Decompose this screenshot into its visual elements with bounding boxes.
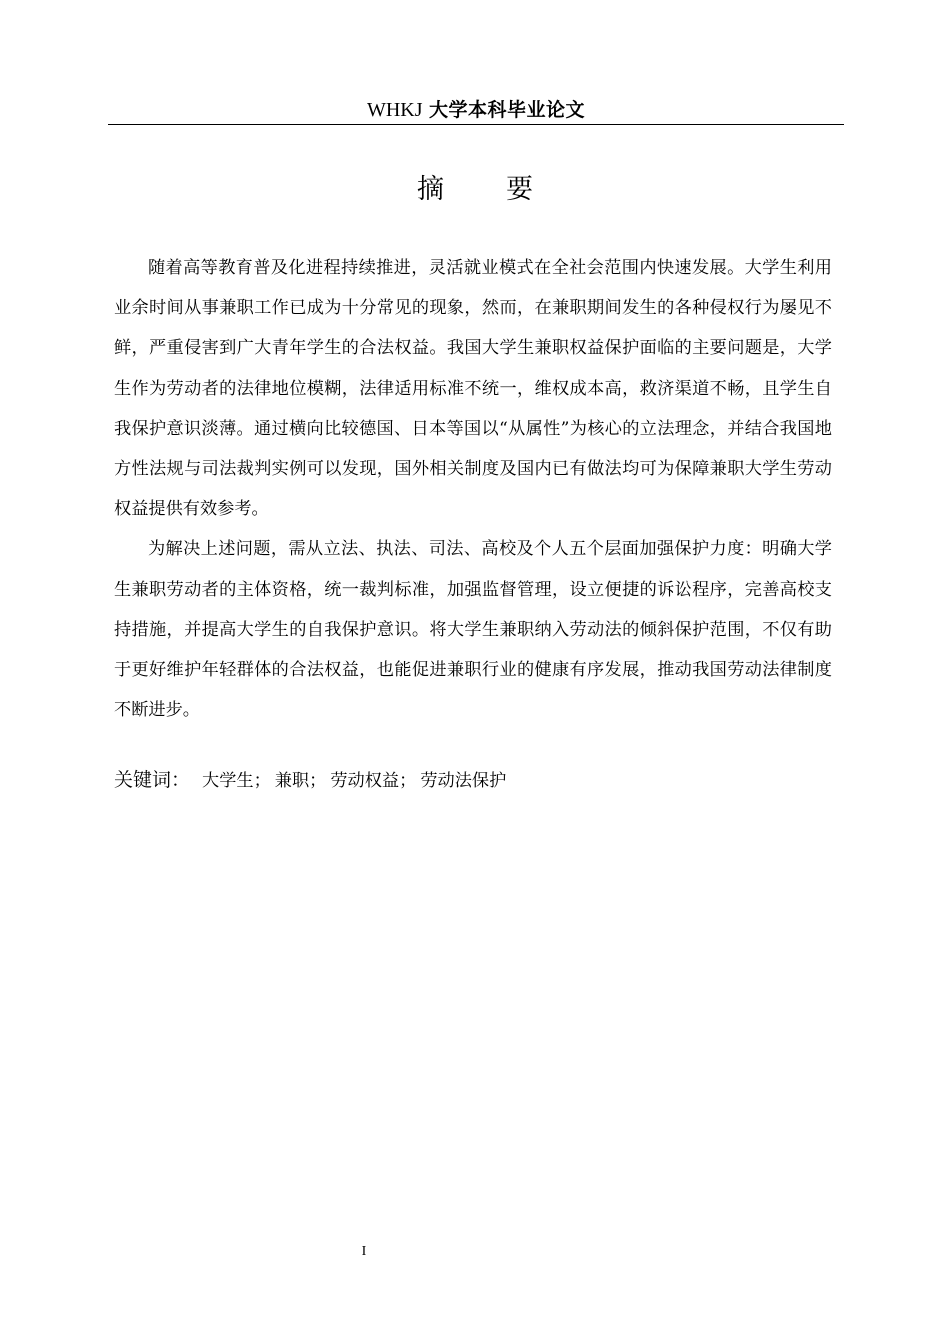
- header-school-code: WHKJ: [366, 99, 423, 121]
- header-title: [367, 96, 585, 124]
- page-number: I: [361, 1244, 367, 1259]
- abstract-paragraph-2: 为解决上述问题，需从立法、执法、司法、高校及个人五个层面加强保护力度：明确大学生兼职劳动者的主体资格，统一裁判标准，加强监督管理，设立便捷的诉讼程序，完善高校支持措施，并提高大学生的自我保护意识。将大学生兼职纳入劳动法的倾斜保护范围，不仅有助于更好维护年轻群体的合法权益，也能促进兼职行业的健康有序发展，推动我国劳动法律制度不断进步。: [114, 539, 832, 721]
- keyword-item: 兼职；: [274, 771, 327, 791]
- keyword-item: 大学生；: [202, 771, 271, 791]
- abstract-body: [114, 248, 832, 730]
- page-title: 摘要: [417, 174, 595, 205]
- header-thesis-label: 大学本科毕业论文: [429, 99, 586, 121]
- keywords-line: [114, 760, 832, 801]
- keyword-item: 劳动法保护: [420, 771, 507, 791]
- running-header: [108, 96, 844, 125]
- abstract-paragraph-1: 随着高等教育普及化进程持续推进，灵活就业模式在全社会范围内快速发展。大学生利用业余时间从事兼职工作已成为十分常见的现象，然而，在兼职期间发生的各种侵权行为屡见不鲜，严重侵害到广大青年学生的合法权益。我国大学生兼职权益保护面临的主要问题是，大学生作为劳动者的法律地位模糊，法律适用标准不统一，维权成本高，救济渠道不畅，且学生自我保护意识淡薄。通过横向比较德国、日本等国以“从属性”为核心的立法理念，并结合我国地方性法规与司法裁判实例可以发现，国外相关制度及国内已有做法均可为保障兼职大学生劳动权益提供有效参考。: [114, 258, 832, 520]
- keyword-item: 劳动权益；: [330, 771, 417, 791]
- keywords-label: 关键词：: [114, 769, 191, 791]
